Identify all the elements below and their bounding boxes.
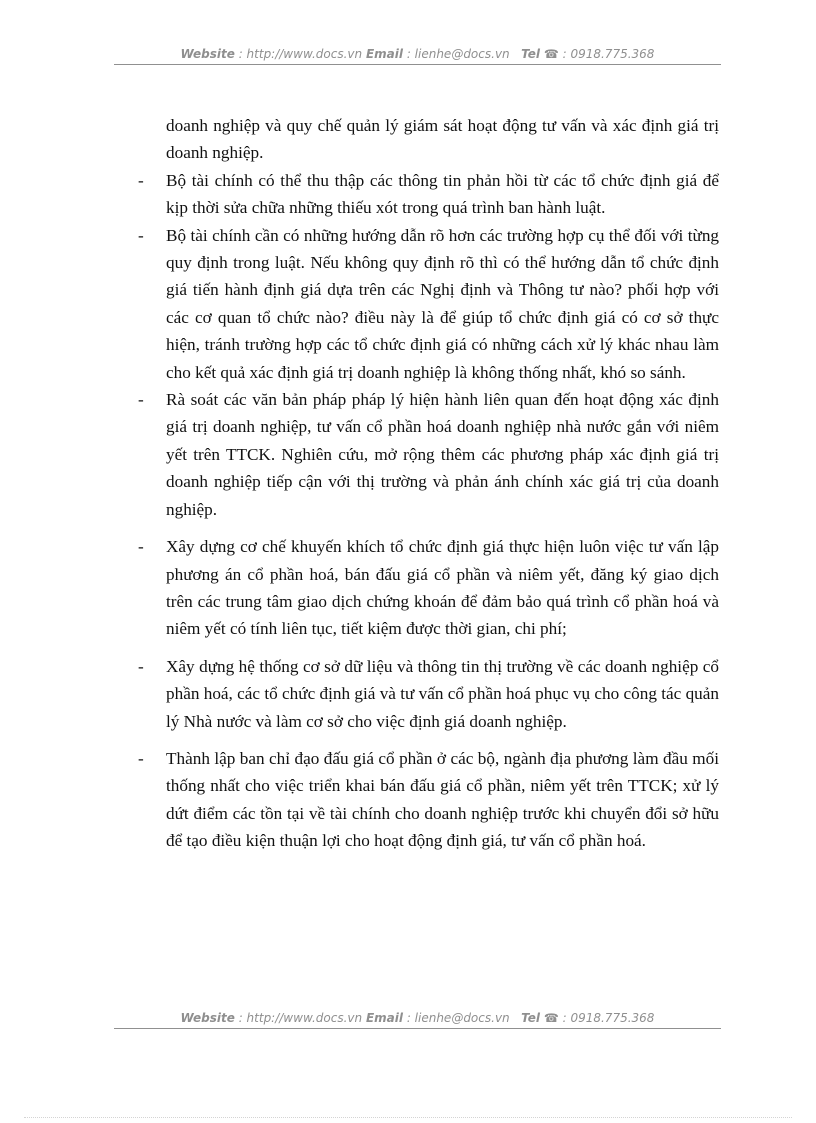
phone-icon: ☎	[543, 47, 559, 61]
list-item	[135, 653, 719, 735]
list-item-text: Bộ tài chính có thể thu thập các thông tin phản hồi từ các tổ chức định giá để kịp thời sửa chữa những thiếu xót trong quá trình ban hành luật.	[166, 170, 719, 218]
header-email-label: Email	[365, 47, 403, 61]
footer-email-value: lienhe@docs.vn	[414, 1011, 510, 1025]
footer-website-label: Website	[180, 1011, 235, 1025]
footer-tel-label: Tel	[521, 1011, 540, 1025]
bullet-dash: -	[138, 170, 144, 190]
footer-email-label: Email	[365, 1011, 403, 1025]
list-item-text: Bộ tài chính cần có những hướng dẫn rõ hơn các trường hợp cụ thể đối với từng quy định trong luật. Nếu không quy định rõ thì có thể hướng dẫn tổ chức định giá tiến hành định giá dựa trên các Nghị định và Thông tư nào? phối hợp với các cơ quan tổ chức nào? điều này là để giúp tổ chức định giá có cơ sở thực hiện, tránh trường hợp các tổ chức định giá có những cách xử lý khác nhau làm cho kết quả xác định giá trị doanh nghiệp là không thống nhất, khó so sánh.	[166, 225, 719, 382]
list-item-text: Rà soát các văn bản pháp pháp lý hiện hành liên quan đến hoạt động xác định giá trị doanh nghiệp, tư vấn cổ phần hoá doanh nghiệp nhà nước gắn với niêm yết trên TTCK. Nghiên cứu, mở rộng thêm các phương pháp xác định giá trị doanh nghiệp tiếp cận với thị trường và phản ánh chính xác giá trị của doanh nghiệp.	[166, 390, 719, 519]
header-tel-label: Tel	[521, 47, 540, 61]
phone-icon: ☎	[543, 1011, 559, 1025]
list-item	[135, 222, 719, 386]
bullet-dash: -	[138, 537, 144, 557]
header-website-sep: :	[234, 47, 247, 61]
header-website-url: http://www.docs.vn	[246, 47, 363, 61]
footer-website-url: http://www.docs.vn	[246, 1011, 363, 1025]
list-item	[135, 745, 719, 855]
list-item-text: Thành lập ban chỉ đạo đấu giá cổ phần ở các bộ, ngành địa phương làm đầu mối thống nhất cho việc triển khai bán đấu giá cổ phần, niêm yết trên TTCK; xử lý dứt điểm các tồn tại về tài chính cho doanh nghiệp trước khi chuyển đổi sở hữu để tạo điều kiện thuận lợi cho hoạt động định giá, tư vấn cổ phần hoá.	[166, 748, 719, 851]
list-item-text: Xây dựng cơ chế khuyến khích tổ chức định giá thực hiện luôn việc tư vấn lập phương án cổ phần hoá, bán đấu giá cổ phần và niêm yết, đăng ký giao dịch trên các trung tâm giao dịch chứng khoán để đảm bảo quá trình cổ phần hoá và niêm yết có tính liên tục, tiết kiệm được thời gian, chi phí;	[166, 537, 719, 639]
header-tel-value: 0918.775.368	[570, 47, 655, 61]
bullet-dash: -	[138, 390, 144, 410]
bullet-dash: -	[138, 748, 144, 768]
footer-email-sep: :	[403, 1011, 415, 1025]
page-bottom-border	[24, 1117, 792, 1118]
header-email-sep: :	[403, 47, 415, 61]
list-item-text: Xây dựng hệ thống cơ sở dữ liệu và thông tin thị trường về các doanh nghiệp cổ phần hoá, các tổ chức định giá và tư vấn cổ phần hoá phục vụ cho công tác quản lý Nhà nước và làm cơ sở cho việc định giá doanh nghiệp.	[166, 656, 719, 731]
bullet-dash: -	[138, 656, 144, 676]
bullet-dash: -	[138, 225, 144, 245]
list-item	[135, 167, 719, 222]
body-text	[135, 112, 719, 855]
footer-tel-value: 0918.775.368	[570, 1011, 655, 1025]
continuation-paragraph: doanh nghiệp và quy chế quản lý giám sát hoạt động tư vấn và xác định giá trị doanh nghiệp.	[166, 116, 719, 163]
header-website-label: Website	[180, 47, 235, 61]
page-header	[114, 47, 721, 65]
header-email-value: lienhe@docs.vn	[414, 47, 510, 61]
footer-website-sep: :	[234, 1011, 247, 1025]
header-tel-sep: :	[558, 47, 571, 61]
page-footer	[114, 1011, 721, 1029]
footer-tel-sep: :	[558, 1011, 571, 1025]
list-item	[135, 533, 719, 643]
list-item	[135, 386, 719, 523]
